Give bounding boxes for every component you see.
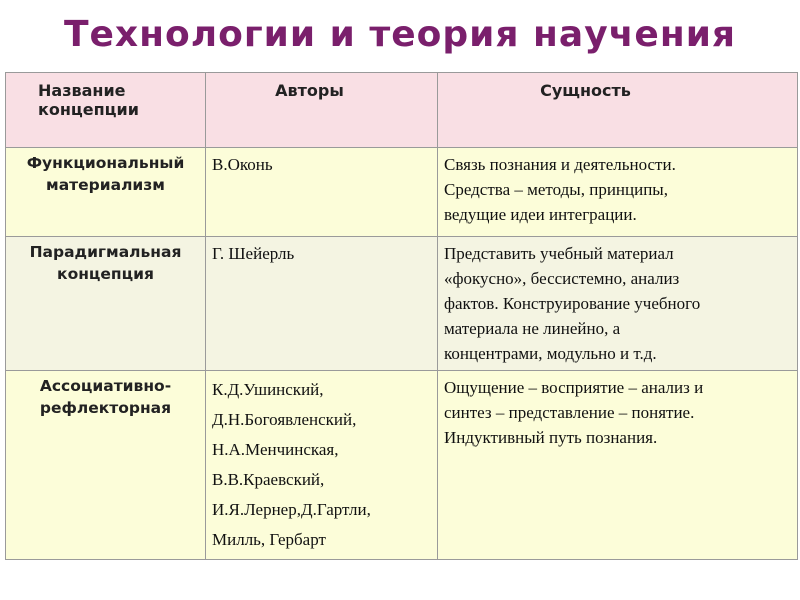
table-row [6, 371, 798, 560]
essence-line: Ощущение – восприятие – анализ и [444, 378, 704, 397]
concept-name-cell [6, 237, 206, 371]
header-concept-name-line: Название [38, 81, 126, 100]
author-name: Милль, Гербарт [212, 530, 326, 549]
author-name: Н.А.Менчинская, [212, 440, 339, 459]
authors-cell [206, 371, 438, 560]
essence-line: Средства – методы, принципы, [444, 180, 668, 199]
concept-name-line: Функциональный [26, 154, 185, 172]
essence-cell [438, 237, 798, 371]
concept-name-cell [6, 148, 206, 237]
slide-title: Технологии и теория научения [63, 14, 737, 55]
concept-name-line: концепция [57, 265, 154, 283]
author-name: Д.Н.Богоявленский, [212, 410, 357, 429]
essence-line: концентрами, модульно и т.д. [444, 344, 657, 363]
header-essence: Сущность [438, 73, 798, 148]
essence-line: материала не линейно, а [444, 319, 621, 338]
essence-cell [438, 148, 798, 237]
concepts-table [5, 72, 798, 560]
authors-cell [206, 148, 438, 237]
essence-line: «фокусно», бессистемно, анализ [444, 269, 680, 288]
concept-name-line: рефлекторная [39, 399, 172, 417]
essence-line: Связь познания и деятельности. [444, 155, 676, 174]
essence-cell [438, 371, 798, 560]
author-name: Г. Шейерль [212, 244, 295, 263]
author-name: И.Я.Лернер,Д.Гартли, [212, 500, 371, 519]
concept-name-line: Ассоциативно- [39, 377, 172, 395]
essence-line: синтез – представление – понятие. [444, 403, 695, 422]
header-authors: Авторы [206, 73, 438, 148]
essence-line: ведущие идеи интеграции. [444, 205, 637, 224]
concept-name-cell [6, 371, 206, 560]
authors-cell [206, 237, 438, 371]
concept-name-line: Парадигмальная [29, 243, 182, 261]
essence-line: Индуктивный путь познания. [444, 428, 658, 447]
table-row [6, 148, 798, 237]
table-row [6, 237, 798, 371]
concept-name-line: материализм [46, 176, 165, 194]
author-name: К.Д.Ушинский, [212, 380, 324, 399]
table-header-row [6, 73, 798, 148]
header-concept-name [6, 73, 206, 148]
header-concept-name-line: концепции [38, 100, 139, 119]
essence-line: фактов. Конструирование учебного [444, 294, 701, 313]
author-name: В.В.Краевский, [212, 470, 325, 489]
author-name: В.Оконь [212, 155, 273, 174]
essence-line: Представить учебный материал [444, 244, 674, 263]
